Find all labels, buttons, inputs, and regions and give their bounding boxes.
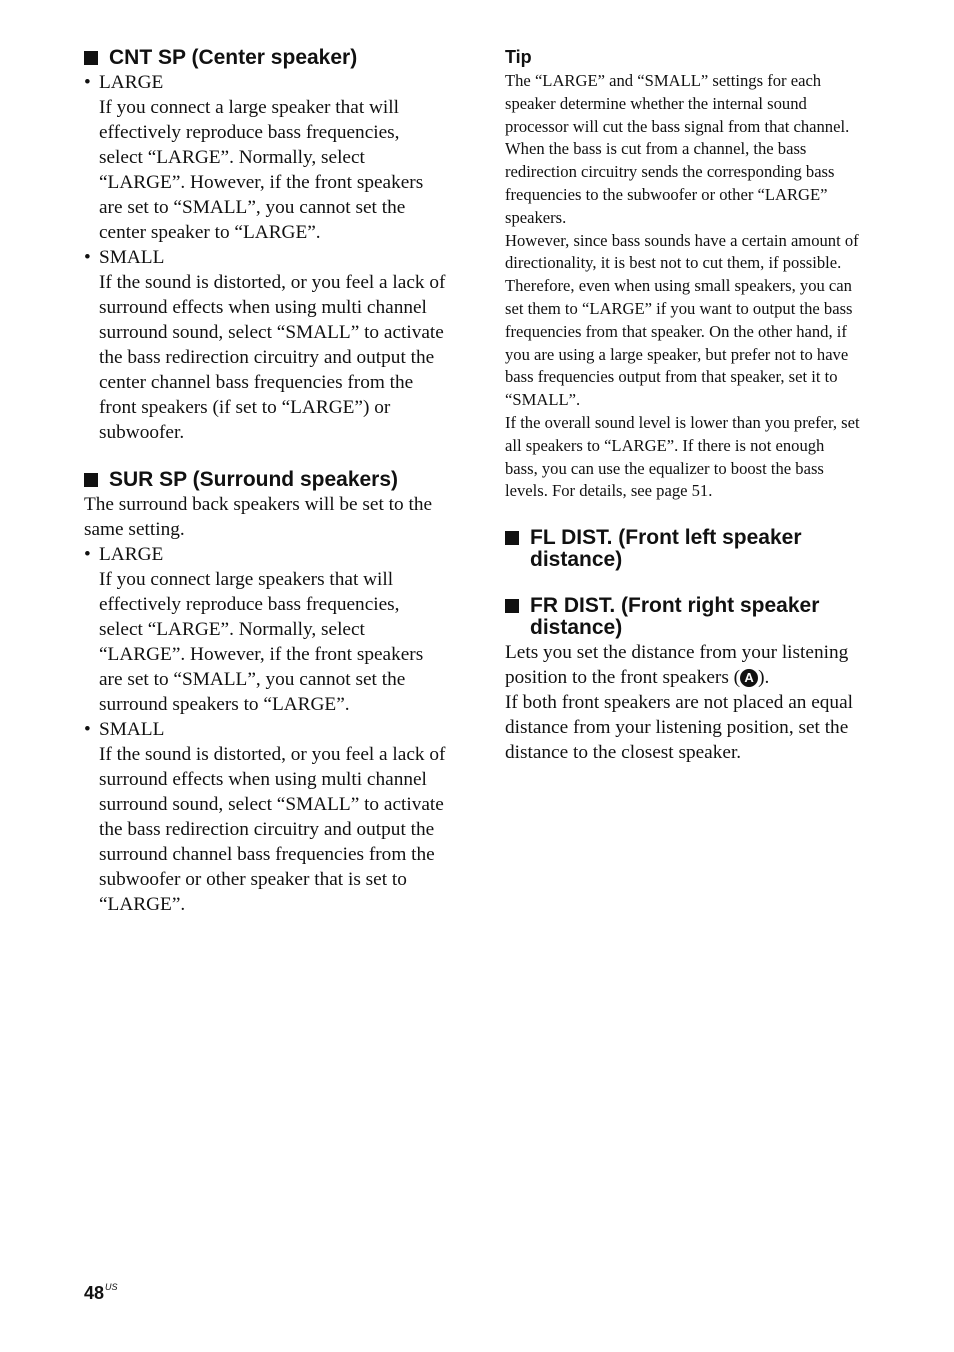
- bullet-icon: •: [84, 719, 91, 740]
- sur-small-description: If the sound is distorted, or you feel a lack of surround effects when using multi channel surround sound, select “SMALL” to activate the bass redirection circuitry and output the surround channel bass frequencies from the subwoofer or other speaker that is set to “LARGE”.: [99, 744, 446, 915]
- circle-a-marker-icon: A: [740, 669, 758, 687]
- list-item: • SMALL: [84, 247, 165, 268]
- page-number: $48^{US}$: [84, 1282, 118, 1303]
- sur-sp-body: [84, 492, 445, 917]
- fr-dist-heading: FR DIST. (Front right speaker distance): [505, 595, 819, 639]
- fr-dist-line-2: position to the front speakers ( A ).: [505, 667, 770, 688]
- square-bullet-icon: [84, 51, 98, 65]
- cnt-large-description: If you connect a large speaker that will effectively reproduce bass frequencies, select “LARGE”. Normally, select “LARGE”. However, if the front speakers are set to “SMALL”, you cannot set the center speaker to “LARGE”.: [99, 97, 424, 243]
- bullet-icon: •: [84, 247, 91, 268]
- sur-large-description: If you connect large speakers that will effectively reproduce bass frequencies, select “LARGE”. Normally, select “LARGE”. However, if the front speakers are set to “SMALL”, you cannot set the surround speakers to “LARGE”.: [99, 569, 424, 715]
- square-bullet-icon: [84, 473, 98, 487]
- tip-text: The “LARGE” and “SMALL” settings for each speaker determine whether the internal sound processor will cut the bass signal from that channel. When the bass is cut from a channel, the bass redirection circuitry sends the corresponding bass frequencies to the subwoofer or other “LARGE” speakers. However, since bass sounds have a certain amount of directionality, it is best not to cut them, if possible. Therefore, even when using small speakers, you can set them to “LARGE” if you want to output the bass frequencies from that speaker. On the other hand, if you are using a large speaker, but prefer not to have bass frequencies output from that speaker, set it to “SMALL”. If the overall sound level is lower than you prefer, set all speakers to “LARGE”. If there is not enough bass, you can use the equalizer to boost the bass levels. For details, see page 51.: [505, 71, 860, 501]
- sur-intro: The surround back speakers will be set to the same setting.: [84, 494, 433, 540]
- sur-sp-heading: SUR SP (Surround speakers): [84, 469, 398, 491]
- list-item: • LARGE: [84, 72, 164, 93]
- bullet-icon: •: [84, 544, 91, 565]
- list-item: • SMALL: [84, 719, 165, 740]
- square-bullet-icon: [505, 531, 519, 545]
- cnt-sp-body: [84, 70, 445, 445]
- square-bullet-icon: [505, 599, 519, 613]
- tip-label: Tip: [505, 47, 532, 67]
- page-suffix: US: [105, 1282, 118, 1292]
- list-item: • LARGE: [84, 544, 164, 565]
- fr-dist-body: Lets you set the distance from your listening position to the front speakers ( A ). If both front speakers are not placed an equal distance from your listening position, set the distance to the closest speaker.: [505, 642, 853, 763]
- fl-dist-heading: FL DIST. (Front left speaker distance): [505, 527, 802, 571]
- bullet-icon: •: [84, 72, 91, 93]
- cnt-small-description: If the sound is distorted, or you feel a lack of surround effects when using multi channel surround sound, select “SMALL” to activate the bass redirection circuitry and output the center channel bass frequencies from the front speakers (if set to “LARGE”) or subwoofer.: [99, 272, 446, 443]
- cnt-sp-heading: CNT SP (Center speaker): [84, 47, 357, 69]
